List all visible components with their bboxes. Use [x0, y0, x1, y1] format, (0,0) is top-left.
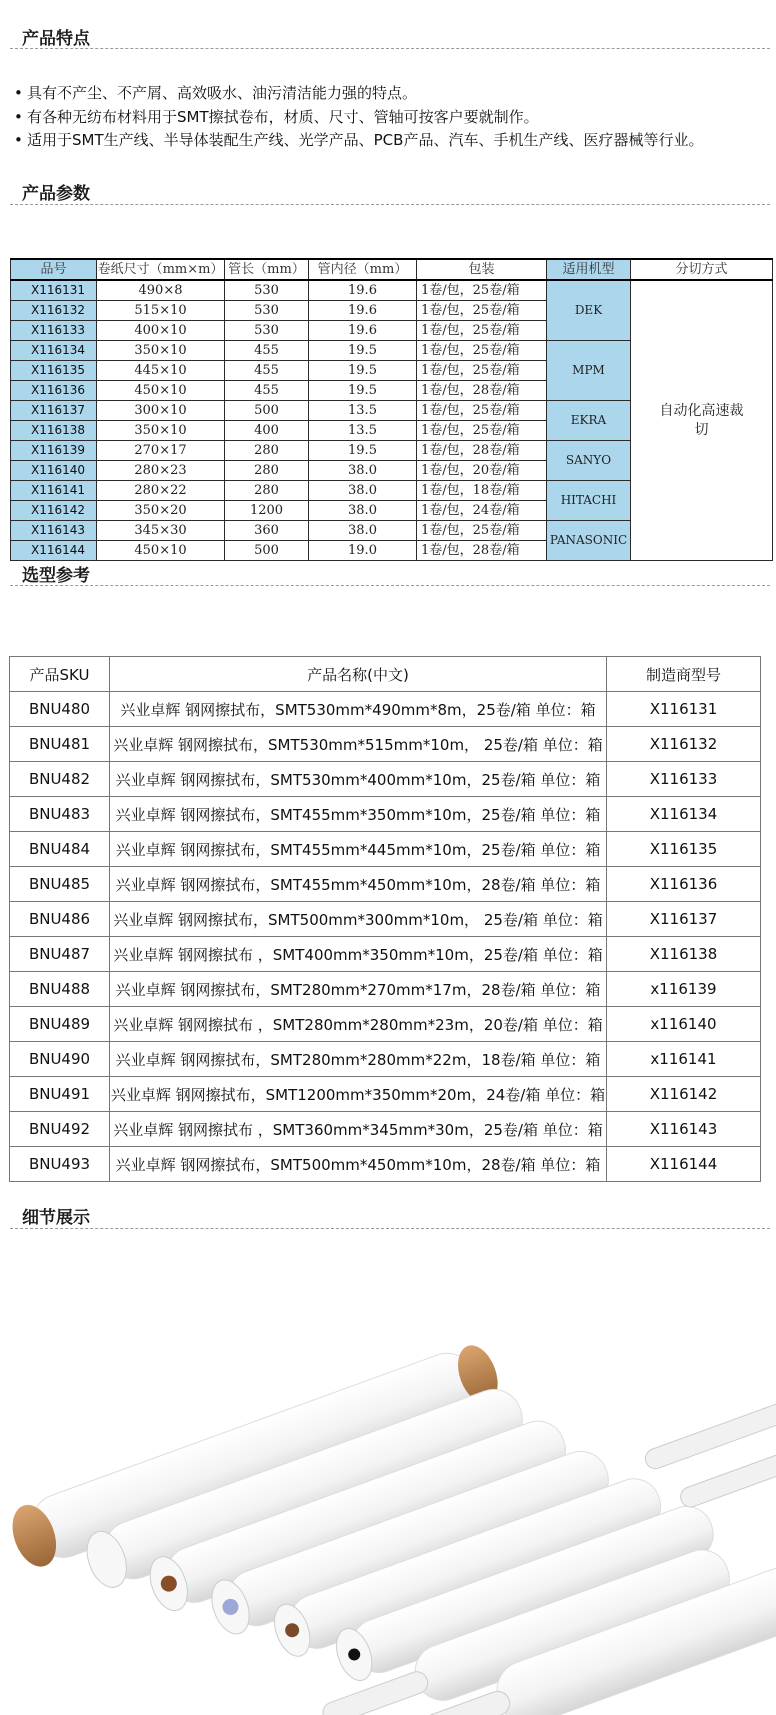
selection-row: [10, 692, 761, 727]
section-title-detail: 细节展示: [22, 1208, 90, 1228]
tube-length: 455: [225, 381, 309, 401]
feature-item: • 有各种无纺布材料用于SMT擦拭卷布，材质、尺寸、管轴可按客户要就制作。: [14, 106, 774, 130]
tube-length: 360: [225, 521, 309, 541]
sku: BNU486: [10, 902, 110, 937]
tube-inner-diameter: 38.0: [309, 461, 417, 481]
product-name: 兴业卓辉 钢网擦拭布，SMT530mm*400mm*10m，25卷/箱 单位：箱: [110, 762, 607, 797]
selection-header-cell: 制造商型号: [607, 657, 761, 692]
tube-length: 400: [225, 421, 309, 441]
product-name: 兴业卓辉 钢网擦拭布 ，SMT280mm*280mm*23m，20卷/箱 单位：箱: [110, 1007, 607, 1042]
tube-inner-diameter: 13.5: [309, 421, 417, 441]
tube-length: 530: [225, 301, 309, 321]
manufacturer-model: X116138: [607, 937, 761, 972]
roll-size: 350×10: [97, 341, 225, 361]
product-name: 兴业卓辉 钢网擦拭布 ，SMT400mm*350mm*10m，25卷/箱 单位：箱: [110, 937, 607, 972]
params-header-cell: 管长（mm）: [225, 259, 309, 280]
selection-row: [10, 1007, 761, 1042]
sku: BNU485: [10, 867, 110, 902]
sku: BNU489: [10, 1007, 110, 1042]
manufacturer-model: x116141: [607, 1042, 761, 1077]
sku: BNU482: [10, 762, 110, 797]
tube-length: 500: [225, 401, 309, 421]
item-code: X116139: [11, 441, 97, 461]
product-name: 兴业卓辉 钢网擦拭布，SMT455mm*350mm*10m，25卷/箱 单位：箱: [110, 797, 607, 832]
roll-size: 515×10: [97, 301, 225, 321]
selection-row: [10, 867, 761, 902]
manufacturer-model: X116136: [607, 867, 761, 902]
params-header-cell: 管内径（mm）: [309, 259, 417, 280]
item-code: X116133: [11, 321, 97, 341]
selection-row: [10, 762, 761, 797]
feature-item: • 具有不产尘、不产屑、高效吸水、油污清洁能力强的特点。: [14, 82, 774, 106]
roll-size: 490×8: [97, 280, 225, 301]
params-header-row: [11, 259, 773, 280]
tube-inner-diameter: 19.5: [309, 341, 417, 361]
divider: [10, 48, 770, 49]
roll-size: 450×10: [97, 541, 225, 561]
section-title-selection: 选型参考: [22, 566, 90, 586]
manufacturer-model: x116140: [607, 1007, 761, 1042]
item-code: X116135: [11, 361, 97, 381]
product-name: 兴业卓辉 钢网擦拭布，SMT280mm*270mm*17m，28卷/箱 单位：箱: [110, 972, 607, 1007]
selection-row: [10, 972, 761, 1007]
manufacturer-model: X116131: [607, 692, 761, 727]
product-name: 兴业卓辉 钢网擦拭布，SMT455mm*445mm*10m，25卷/箱 单位：箱: [110, 832, 607, 867]
tube-length: 1200: [225, 501, 309, 521]
cut-method: 自动化高速裁切: [631, 280, 773, 561]
tube-inner-diameter: 19.5: [309, 361, 417, 381]
item-code: X116132: [11, 301, 97, 321]
roll-size: 445×10: [97, 361, 225, 381]
packaging: 1卷/包，18卷/箱: [417, 481, 547, 501]
item-code: X116142: [11, 501, 97, 521]
tube-length: 280: [225, 441, 309, 461]
packaging: 1卷/包，20卷/箱: [417, 461, 547, 481]
divider: [10, 1228, 770, 1229]
roll-size: 450×10: [97, 381, 225, 401]
divider: [10, 204, 770, 205]
tube-inner-diameter: 13.5: [309, 401, 417, 421]
divider: [10, 585, 770, 586]
selection-row: [10, 1077, 761, 1112]
item-code: X116144: [11, 541, 97, 561]
tube-length: 455: [225, 361, 309, 381]
selection-row: [10, 902, 761, 937]
item-code: X116143: [11, 521, 97, 541]
tube-inner-diameter: 19.5: [309, 381, 417, 401]
roll-size: 400×10: [97, 321, 225, 341]
manufacturer-model: X116142: [607, 1077, 761, 1112]
params-header-cell: 分切方式: [631, 259, 773, 280]
tube-inner-diameter: 19.0: [309, 541, 417, 561]
tube-inner-diameter: 19.6: [309, 301, 417, 321]
selection-header-cell: 产品名称(中文): [110, 657, 607, 692]
selection-row: [10, 1112, 761, 1147]
product-rolls-image: [0, 1260, 776, 1715]
item-code: X116131: [11, 280, 97, 301]
packaging: 1卷/包，25卷/箱: [417, 280, 547, 301]
packaging: 1卷/包，25卷/箱: [417, 361, 547, 381]
section-title-params: 产品参数: [22, 184, 90, 204]
sku: BNU490: [10, 1042, 110, 1077]
sku: BNU481: [10, 727, 110, 762]
sku: BNU487: [10, 937, 110, 972]
machine-type: PANASONIC: [547, 521, 631, 561]
roll-size: 345×30: [97, 521, 225, 541]
params-header-cell: 品号: [11, 259, 97, 280]
item-code: X116140: [11, 461, 97, 481]
sku: BNU491: [10, 1077, 110, 1112]
params-table: [10, 258, 773, 561]
roll-size: 280×22: [97, 481, 225, 501]
selection-row: [10, 1042, 761, 1077]
tube-inner-diameter: 19.6: [309, 280, 417, 301]
sku: BNU493: [10, 1147, 110, 1182]
selection-header-row: [10, 657, 761, 692]
machine-type: SANYO: [547, 441, 631, 481]
sku: BNU480: [10, 692, 110, 727]
item-code: X116141: [11, 481, 97, 501]
section-title-features: 产品特点: [22, 29, 90, 49]
feature-list: [14, 82, 774, 153]
params-header-cell: 卷纸尺寸（mm×m）: [97, 259, 225, 280]
tube-length: 500: [225, 541, 309, 561]
params-header-cell: 适用机型: [547, 259, 631, 280]
packaging: 1卷/包，25卷/箱: [417, 521, 547, 541]
product-name: 兴业卓辉 钢网擦拭布，SMT530mm*490mm*8m，25卷/箱 单位：箱: [110, 692, 607, 727]
sku: BNU488: [10, 972, 110, 1007]
item-code: X116134: [11, 341, 97, 361]
item-code: X116138: [11, 421, 97, 441]
manufacturer-model: X116143: [607, 1112, 761, 1147]
manufacturer-model: X116137: [607, 902, 761, 937]
packaging: 1卷/包，25卷/箱: [417, 301, 547, 321]
selection-row: [10, 727, 761, 762]
machine-type: EKRA: [547, 401, 631, 441]
selection-row: [10, 1147, 761, 1182]
packaging: 1卷/包，28卷/箱: [417, 381, 547, 401]
params-header-cell: 包装: [417, 259, 547, 280]
params-row: [11, 280, 773, 301]
tube-length: 455: [225, 341, 309, 361]
item-code: X116136: [11, 381, 97, 401]
manufacturer-model: x116139: [607, 972, 761, 1007]
machine-type: DEK: [547, 280, 631, 341]
manufacturer-model: X116133: [607, 762, 761, 797]
item-code: X116137: [11, 401, 97, 421]
roll-size: 350×20: [97, 501, 225, 521]
packaging: 1卷/包，25卷/箱: [417, 341, 547, 361]
roll-size: 300×10: [97, 401, 225, 421]
tube-inner-diameter: 38.0: [309, 521, 417, 541]
manufacturer-model: X116132: [607, 727, 761, 762]
packaging: 1卷/包，25卷/箱: [417, 421, 547, 441]
manufacturer-model: X116144: [607, 1147, 761, 1182]
packaging: 1卷/包，25卷/箱: [417, 401, 547, 421]
machine-type: HITACHI: [547, 481, 631, 521]
tube-length: 530: [225, 280, 309, 301]
selection-row: [10, 797, 761, 832]
product-name: 兴业卓辉 钢网擦拭布 ，SMT360mm*345mm*30m，25卷/箱 单位：箱: [110, 1112, 607, 1147]
product-name: 兴业卓辉 钢网擦拭布，SMT530mm*515mm*10m， 25卷/箱 单位：箱: [110, 727, 607, 762]
roll-size: 350×10: [97, 421, 225, 441]
tube-inner-diameter: 38.0: [309, 481, 417, 501]
roll-size: 280×23: [97, 461, 225, 481]
product-name: 兴业卓辉 钢网擦拭布，SMT280mm*280mm*22m，18卷/箱 单位：箱: [110, 1042, 607, 1077]
packaging: 1卷/包，28卷/箱: [417, 541, 547, 561]
sku: BNU483: [10, 797, 110, 832]
product-name: 兴业卓辉 钢网擦拭布，SMT500mm*450mm*10m，28卷/箱 单位：箱: [110, 1147, 607, 1182]
product-name: 兴业卓辉 钢网擦拭布，SMT500mm*300mm*10m， 25卷/箱 单位：箱: [110, 902, 607, 937]
tube-inner-diameter: 19.5: [309, 441, 417, 461]
product-name: 兴业卓辉 钢网擦拭布，SMT1200mm*350mm*20m，24卷/箱 单位：箱: [110, 1077, 607, 1112]
packaging: 1卷/包，25卷/箱: [417, 321, 547, 341]
manufacturer-model: X116134: [607, 797, 761, 832]
sku: BNU484: [10, 832, 110, 867]
sku: BNU492: [10, 1112, 110, 1147]
tube-length: 280: [225, 461, 309, 481]
manufacturer-model: X116135: [607, 832, 761, 867]
packaging: 1卷/包，24卷/箱: [417, 501, 547, 521]
roll-size: 270×17: [97, 441, 225, 461]
selection-row: [10, 832, 761, 867]
tube-length: 530: [225, 321, 309, 341]
selection-header-cell: 产品SKU: [10, 657, 110, 692]
feature-item: • 适用于SMT生产线、半导体装配生产线、光学产品、PCB产品、汽车、手机生产线、医疗器械等行业。: [14, 129, 774, 153]
packaging: 1卷/包，28卷/箱: [417, 441, 547, 461]
machine-type: MPM: [547, 341, 631, 401]
tube-inner-diameter: 19.6: [309, 321, 417, 341]
tube-inner-diameter: 38.0: [309, 501, 417, 521]
selection-table: [9, 656, 761, 1182]
tube-length: 280: [225, 481, 309, 501]
selection-row: [10, 937, 761, 972]
product-name: 兴业卓辉 钢网擦拭布，SMT455mm*450mm*10m，28卷/箱 单位：箱: [110, 867, 607, 902]
